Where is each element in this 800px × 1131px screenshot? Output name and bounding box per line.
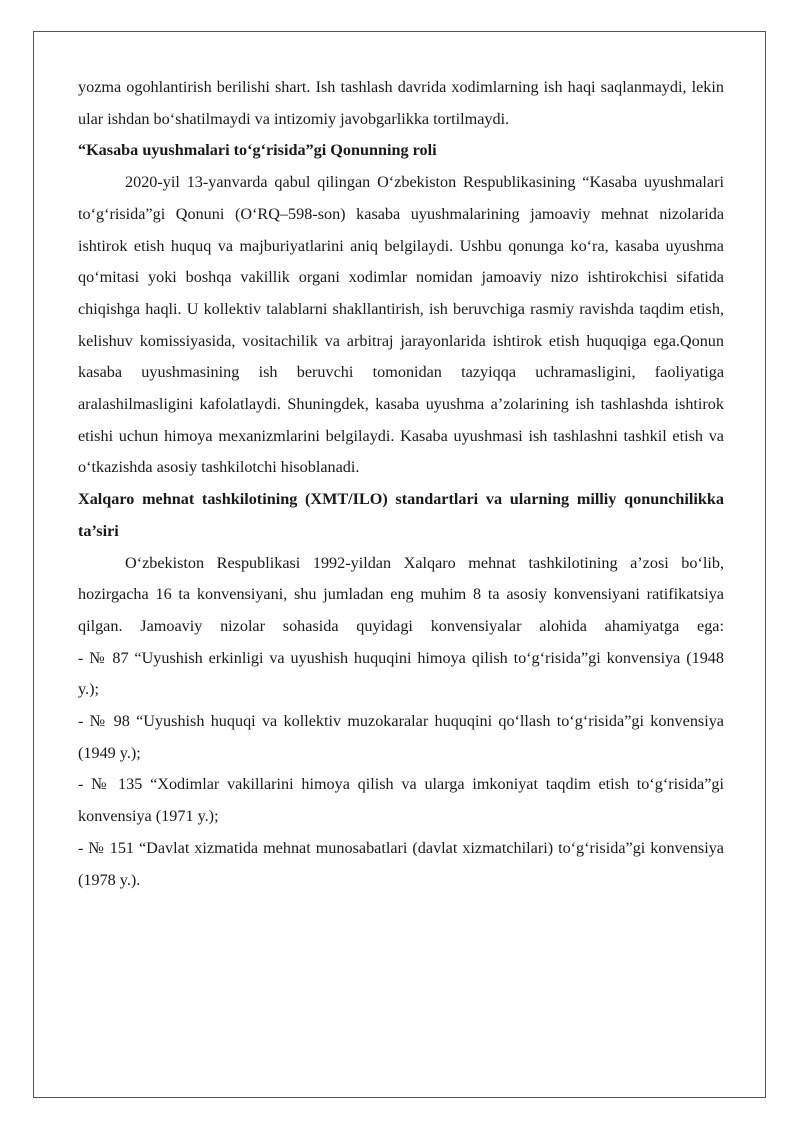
list-item: - № 151 “Davlat xizmatida mehnat munosabatlari (davlat xizmatchilari) to‘g‘risida”gi konvensiya (1978 y.). xyxy=(78,838,724,889)
list-item: - № 135 “Xodimlar vakillarini himoya qilish va ularga imkoniyat taqdim etish to‘g‘risida”gi konvensiya (1971 y.); xyxy=(78,775,724,826)
section-heading-trade-union-law: “Kasaba uyushmalari to‘g‘risida”gi Qonunning roli xyxy=(78,141,437,160)
continuation-paragraph: yozma ogohlantirish berilishi shart. Ish tashlash davrida xodimlarning ish haqi saqlanmaydi, lekin ular ishdan bo‘shatilmaydi va intizomiy javobgarlikka tortilmaydi. xyxy=(78,78,724,128)
ilo-membership-paragraph: O‘zbekiston Respublikasi 1992-yildan Xalqaro mehnat tashkilotining a’zosi bo‘lib, hozirgacha 16 ta konvensiyani, shu jumladan eng muhim 8 ta asosiy konvensiyani ratifikatsiya qilgan. Jamoaviy nizolar sohasida quyidagi konvensiyalar alohida ahamiyatga ega: xyxy=(78,553,724,635)
document-body xyxy=(78,72,724,896)
section-heading-ilo-standards: Xalqaro mehnat tashkilotining (XMT/ILO) standartlari va ularning milliy qonunchilikka ta’siri xyxy=(78,490,724,540)
trade-union-law-paragraph: 2020-yil 13-yanvarda qabul qilingan O‘zbekiston Respublikasining “Kasaba uyushmalari to‘g‘risida”gi Qonuni (O‘RQ–598-son) kasaba uyushmalarining jamoaviy mehnat nizolarida ishtirok etish huquq va majburiyatlarini aniq belgilaydi. Ushbu qonunga ko‘ra, kasaba uyushma qo‘mitasi yoki boshqa vakillik organi xodimlar nomidan jamoaviy nizo ishtirokchisi sifatida chiqishga haqli. U kollektiv talablarni shakllantirish, ish beruvchiga rasmiy ravishda taqdim etish, kelishuv komissiyasida, vositachilik va arbitraj jarayonlarida ishtirok etish huquqiga ega.Qonun kasaba uyushmasining ish beruvchi tomonidan tazyiqqa uchramasligini, faoliyatiga aralashilmasligini kafolatlaydi. Shuningdek, kasaba uyushma a’zolarining ish tashlashda ishtirok etishi uchun himoya mexanizmlarini belgilaydi. Kasaba uyushmasi ish tashlashni tashkil etish va o‘tkazishda asosiy tashkilotchi hisoblanadi. xyxy=(78,173,724,477)
list-item: - № 87 “Uyushish erkinligi va uyushish huquqini himoya qilish to‘g‘risida”gi konvensiya (1948 y.); xyxy=(78,648,724,699)
list-item: - № 98 “Uyushish huquqi va kollektiv muzokaralar huquqini qo‘llash to‘g‘risida”gi konvensiya (1949 y.); xyxy=(78,712,724,762)
